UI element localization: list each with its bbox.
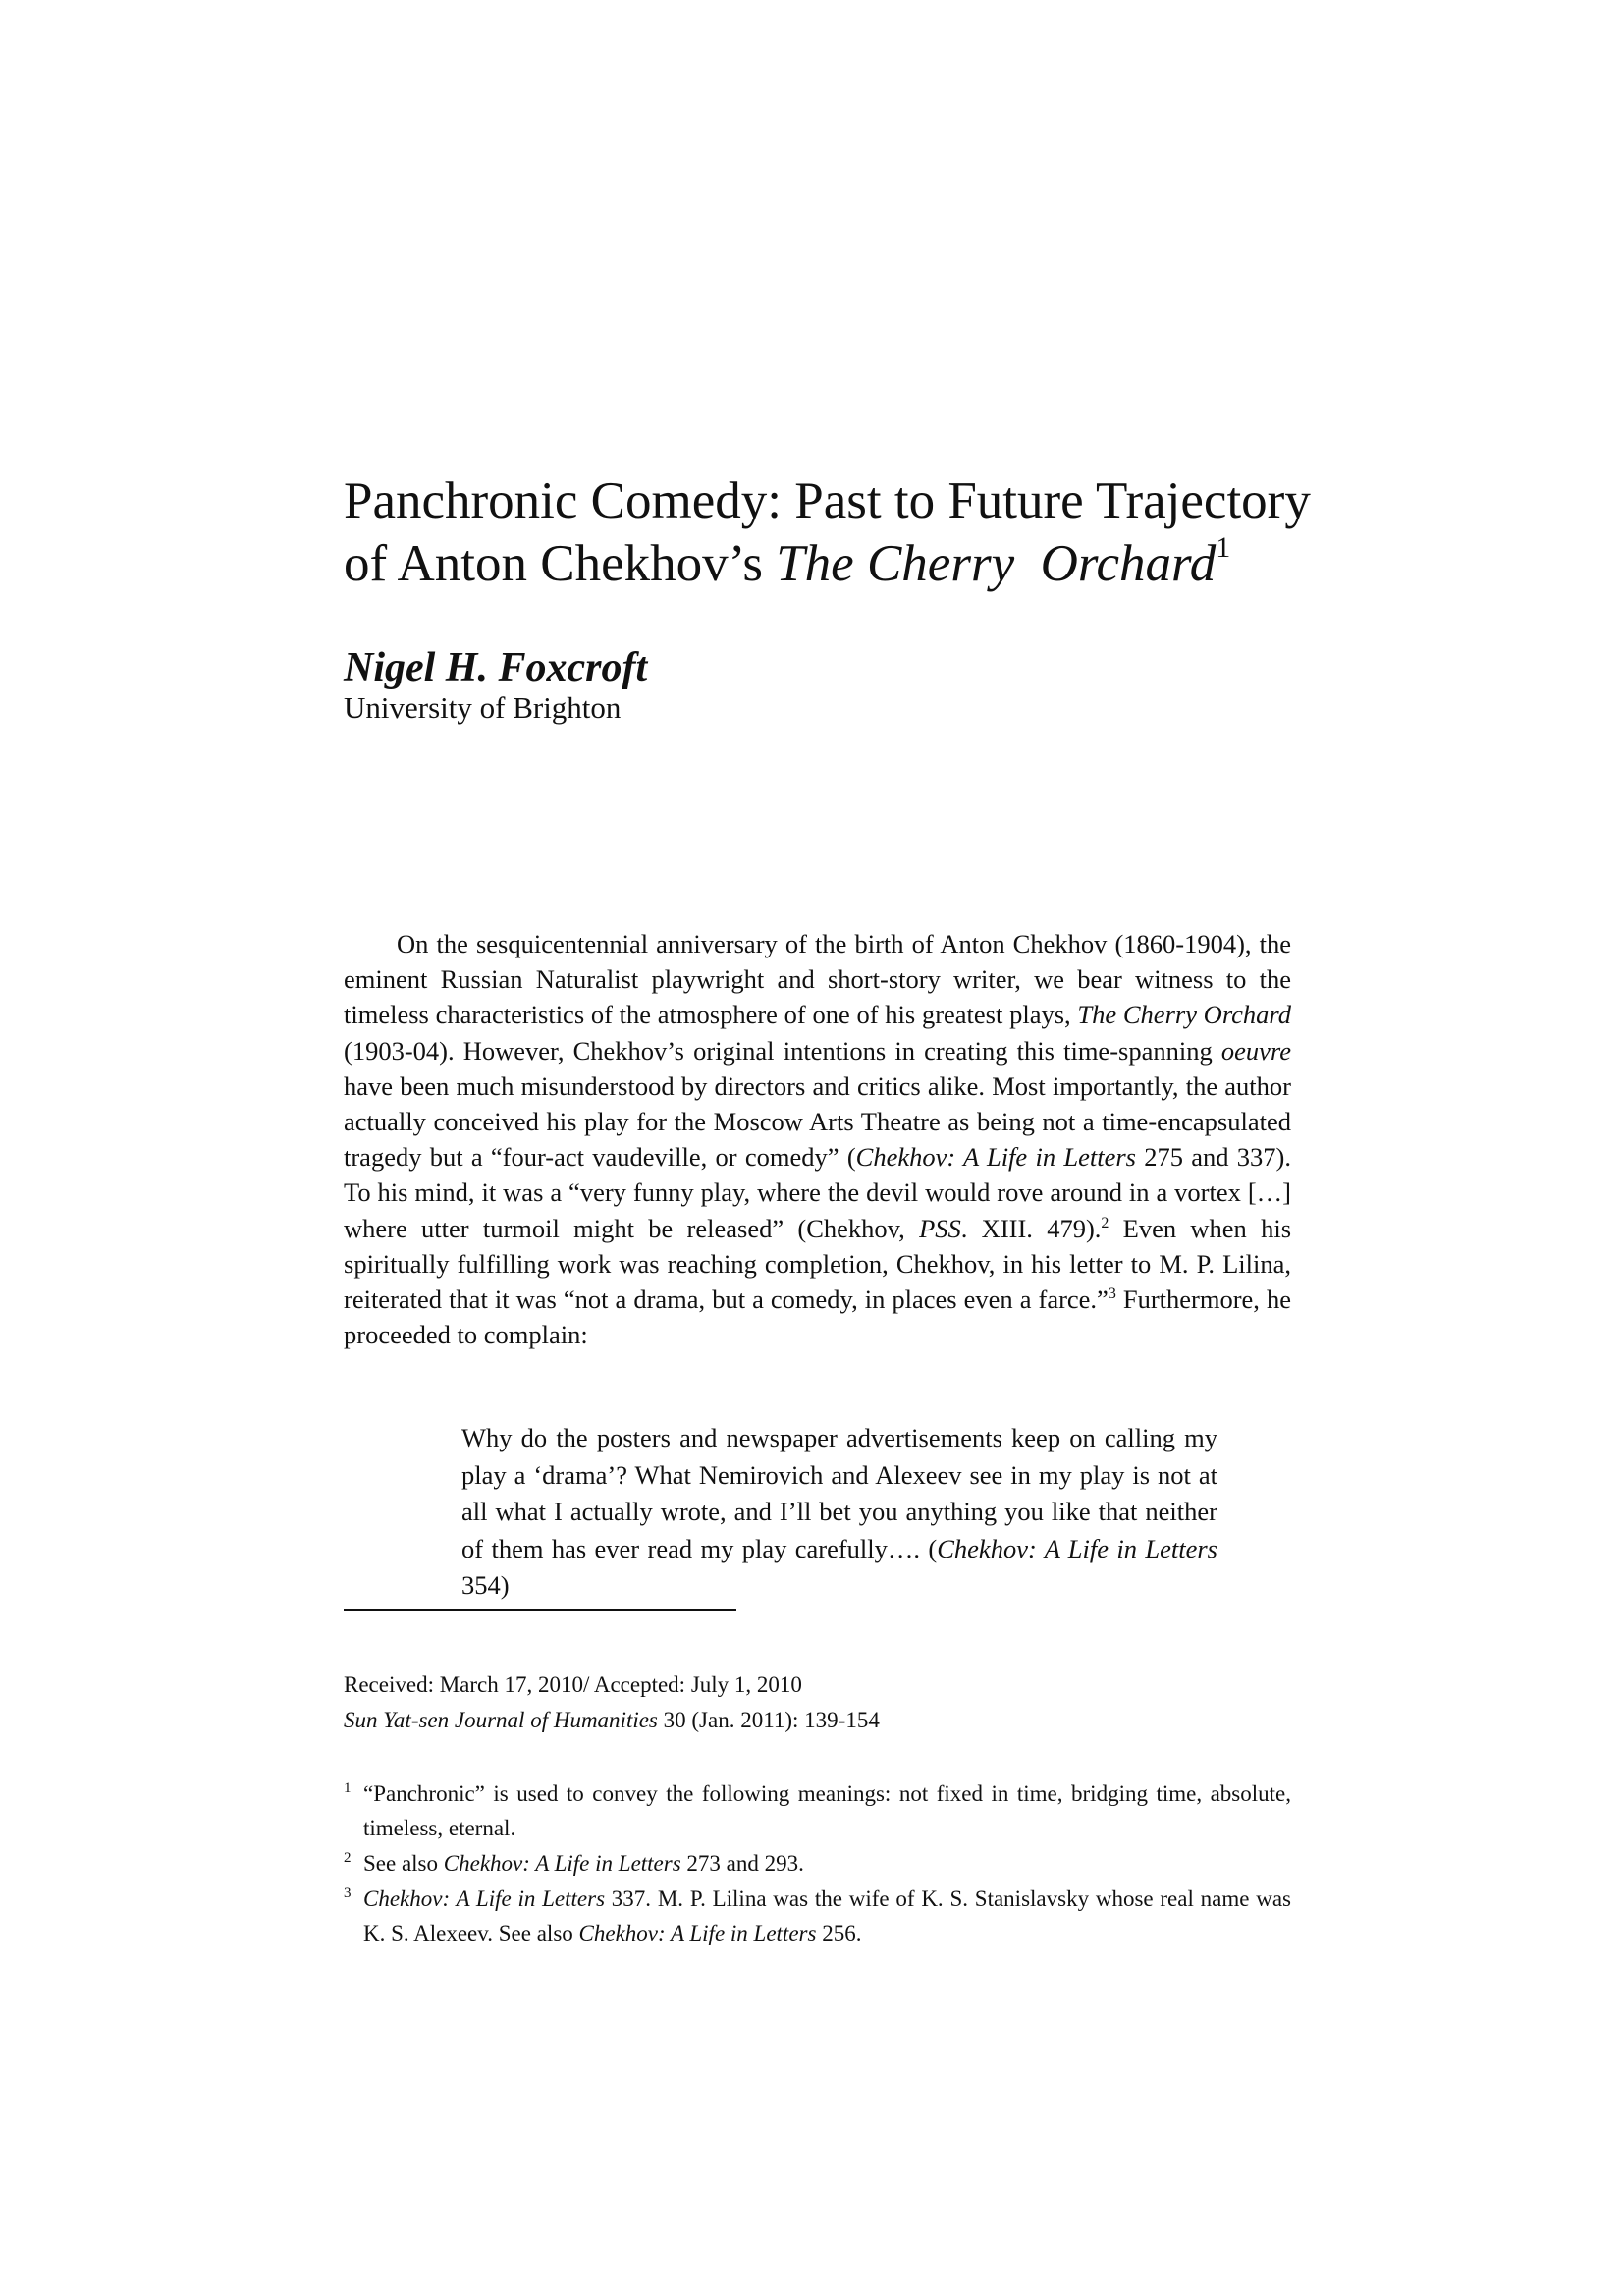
footnote-3-text-a: 337. M. P. Lilina was the wife of K. S. Stanislavsky whose real name was K. S. Alexeev. See also [363, 1886, 1291, 1945]
journal-issue: 30 (Jan. 2011): 139-154 [657, 1708, 880, 1732]
footnote-1-text: “Panchronic” is used to convey the following meanings: not fixed in time, bridging time, absolute, timeless, eternal. [363, 1781, 1291, 1840]
oeuvre-term: oeuvre [1220, 1035, 1291, 1066]
footnote-ref-3: 3 [1108, 1285, 1116, 1303]
body-text-7: Furthermore, he proceeded to complain: [344, 1285, 1291, 1350]
quote-citation-title: Chekhov: A Life in Letters [937, 1533, 1217, 1563]
footnote-3: 3 Chekhov: A Life in Letters 337. M. P. Lilina was the wife of K. S. Stanislavsky whose real name was K. S. Alexeev. See also Chekhov: A Life in Letters 256. [344, 1886, 1291, 1945]
title-line-1: Panchronic Comedy: Past to Future Trajectory [344, 472, 1311, 529]
footnote-divider [344, 1609, 736, 1611]
journal-citation [344, 1706, 1291, 1735]
body-text-3: have been much misunderstood by directors and critics alike. Most importantly, the author actually conceived his play for the Moscow Arts Theatre as being not a time-encapsulated tragedy but a “four-act vaudeville, or comedy” ( [344, 1070, 1291, 1173]
received-line: Received: March 17, 2010/ Accepted: July 1, 2010 [344, 1672, 802, 1697]
footnote-3-title-1: Chekhov: A Life in Letters [363, 1886, 606, 1911]
journal-name: Sun Yat-sen Journal of Humanities [344, 1708, 658, 1732]
body-text-6: Even when his spiritually fulfilling work was reaching completion, Chekhov, in his letter to M. P. Lilina, reiterated that it was “not a drama, but a comedy, in places even a farce.” [344, 1213, 1292, 1315]
body-text-4: 275 and 337). To his mind, it was a “very funny play, where the devil would rove around in a vortex […] where utter turmoil might be released” (Chekhov, [344, 1142, 1291, 1243]
body-text-2: (1903-04). However, Chekhov’s original intentions in creating this time-spanning [344, 1035, 1221, 1066]
title-play-name: The Cherry Orchard [776, 535, 1217, 592]
block-quote [461, 1420, 1217, 1605]
author-name: Nigel H. Foxcroft [344, 645, 648, 690]
footnote-2-title: Chekhov: A Life in Letters [443, 1851, 681, 1876]
letters-ref: Chekhov: A Life in Letters [855, 1142, 1136, 1173]
footnote-2-text-a: See also [363, 1851, 444, 1876]
title-footnote-ref: 1 [1216, 531, 1231, 564]
footnote-ref-2: 2 [1101, 1214, 1109, 1231]
footnote-2-text-b: 273 and 293. [680, 1851, 804, 1876]
author-affiliation: University of Brighton [344, 690, 622, 725]
footnote-1: 1 “Panchronic” is used to convey the following meanings: not fixed in time, bridging time, absolute, timeless, eternal. [344, 1780, 1291, 1840]
body-text-5: . XIII. 479). [960, 1213, 1102, 1243]
body-paragraph [344, 926, 1291, 1352]
body-text-1: On the sesquicentennial anniversary of the birth of Anton Chekhov (1860-1904), the eminent Russian Naturalist playwright and short-story writer, we bear witness to the timeless characteristics of the atmosphere of one of his greatest plays, [344, 929, 1291, 1030]
footnote-3-text-b: 256. [816, 1921, 862, 1945]
play-title-ref: The Cherry Orchard [1077, 1000, 1291, 1030]
quote-text: Why do the posters and newspaper advertisements keep on calling my play a ‘drama’? What Nemirovich and Alexeev see in my play is not at all what I actually wrote, and I’ll bet you anything you like that neither of them has ever read my play carefully…. ( [461, 1423, 1217, 1563]
quote-citation-page: 354) [461, 1570, 510, 1600]
footnote-2: 2 See also Chekhov: A Life in Letters 273 and 293. [344, 1850, 804, 1876]
article-title [344, 469, 1325, 595]
pss-ref: PSS [919, 1213, 961, 1243]
title-line-2-prefix: of Anton Chekhov’s [344, 535, 777, 592]
footnote-3-title-2: Chekhov: A Life in Letters [578, 1921, 817, 1945]
